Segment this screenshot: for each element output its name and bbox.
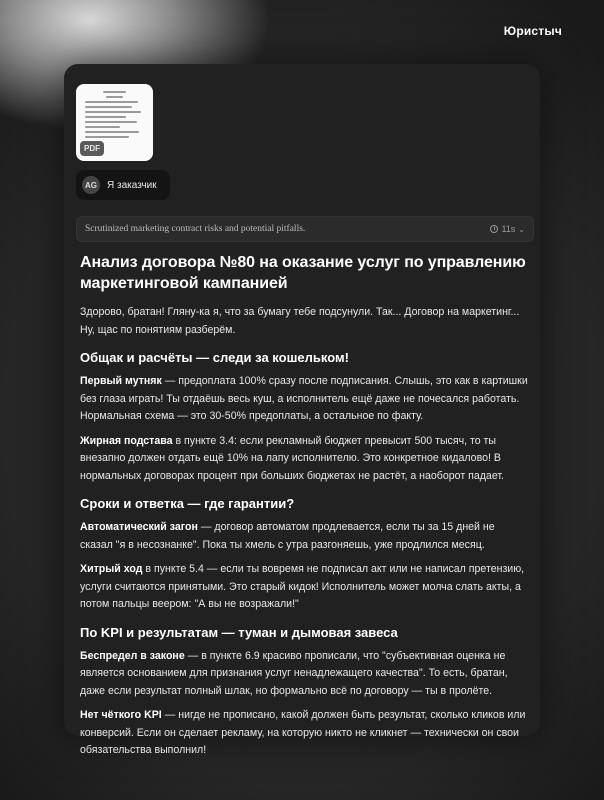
paragraph-text: — предоплата 100% сразу после подписания. Слышь, это как в картишки без глаза играть! Ты отдаёшь весь куш, а исполнитель ещё даже не почесался работать. Нормальная схема — это 30-50% предоплаты, а остальное по факту.	[80, 375, 528, 422]
user-role-chip[interactable]	[76, 170, 170, 200]
paragraph-text: — в пункте 6.9 красиво прописали, что "субъективная оценка не является основанием для признания услуг ненадлежащего качества". То есть, братан, даже если результат полный шлак, но формально всё по договору — ты в пролёте.	[80, 649, 508, 697]
user-role-label: Я заказчик	[107, 179, 157, 191]
document-preview	[85, 91, 144, 141]
avatar: AG	[82, 176, 100, 194]
section-paragraph	[80, 373, 530, 426]
section-paragraph	[80, 433, 530, 486]
clock-icon	[490, 225, 498, 233]
paragraph-lead: Первый мутняк	[80, 375, 162, 387]
paragraph-lead: Хитрый ход	[80, 563, 143, 575]
section-heading: По KPI и результатам — туман и дымовая завеса	[80, 624, 398, 640]
paragraph-lead: Нет чёткого KPI	[80, 709, 162, 721]
section-paragraph	[80, 561, 530, 614]
section-paragraph	[80, 648, 530, 701]
pdf-badge: PDF	[80, 141, 104, 156]
thinking-summary-toggle[interactable]	[76, 216, 534, 242]
chevron-down-icon: ⌄	[518, 224, 525, 234]
thinking-summary-text: Scrutinized marketing contract risks and potential pitfalls.	[85, 224, 306, 234]
paragraph-lead: Беспредел в законе	[80, 649, 185, 662]
thinking-duration-value: 11s	[501, 224, 516, 234]
app-title: Юристыч	[503, 24, 562, 38]
section-heading: Общак и расчёты — следи за кошельком!	[80, 350, 349, 365]
paragraph-text: — договор автоматом продлевается, если ты за 15 дней не сказал "я в несознанке". Пока ты хмель с утра разгоняешь, уже продлился месяц.	[80, 521, 495, 551]
message-title: Анализ договора №80 на оказание услуг по управлению маркетинговой кампанией	[80, 254, 526, 292]
paragraph-text: в пункте 5.4 — если ты вовремя не подписал акт или не написал претензию, услуги считаются принятыми. Это старый кидок! Исполнитель может молча слать акты, а потом пальцы веером: "А вы не возражали!"	[80, 563, 525, 610]
chat-panel	[64, 64, 540, 756]
paragraph-text: в пункте 3.4: если рекламный бюджет превысит 500 тысяч, то ты внезапно должен отдать ещё 10% на лапу исполнителю. Это конкретное кидалово! В нормальных договорах процент при больших бюджетах не растёт, а наоборот падает.	[80, 434, 504, 482]
section-heading: Сроки и ответка — где гарантии?	[80, 496, 295, 511]
thinking-duration	[490, 224, 525, 234]
pdf-attachment-thumbnail[interactable]	[76, 84, 153, 161]
paragraph-lead: Жирная подстава	[80, 434, 173, 447]
paragraph-text: — нигде не прописано, какой должен быть результат, сколько кликов или конверсий. Если он сделает рекламу, на которую никто не кликнет — технически он свои обязательства выполнил!	[80, 709, 526, 756]
assistant-message	[80, 252, 530, 767]
paragraph-lead: Автоматический загон	[80, 521, 198, 533]
message-intro: Здорово, братан! Гляну-ка я, что за бумагу тебе подсунули. Так... Договор на маркетинг... Ну, щас по понятиям разберём.	[80, 306, 520, 336]
section-paragraph	[80, 707, 530, 760]
section-paragraph	[80, 519, 530, 554]
